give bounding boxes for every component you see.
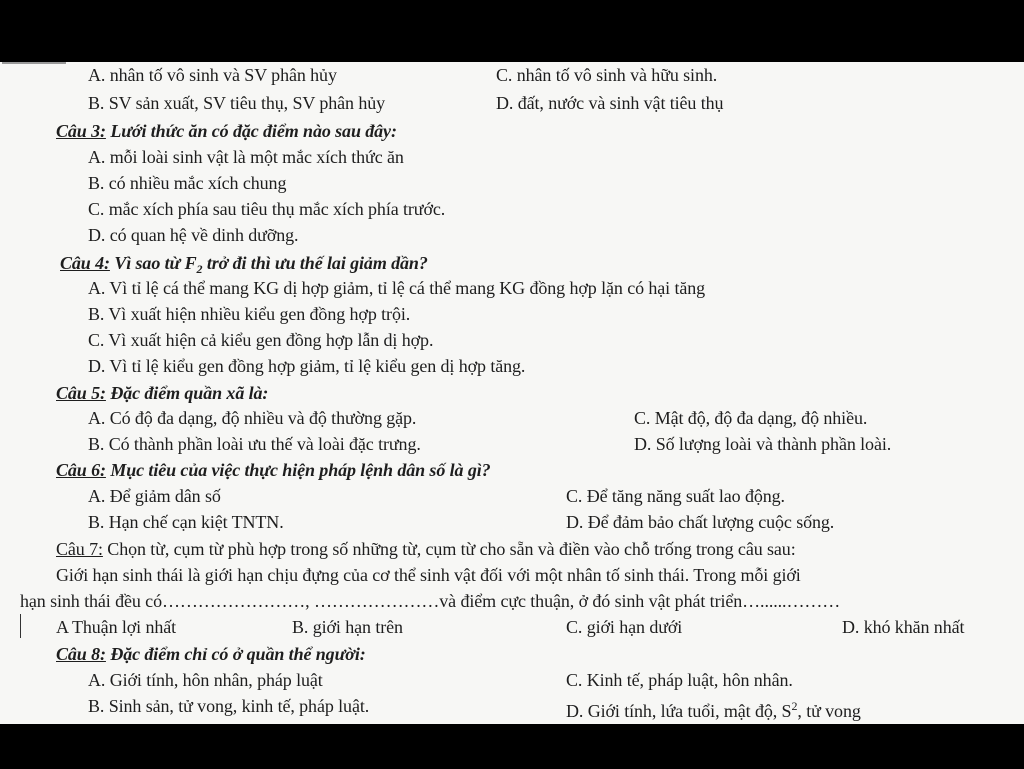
q2-option-a: A. nhân tố vô sinh và SV phân hủy [88, 65, 337, 85]
q7-statement-line-1: Giới hạn sinh thái là giới hạn chịu đựng của cơ thể sinh vật đối với một nhân tố sinh thái. Trong mỗi giới [56, 565, 801, 585]
q6-heading [56, 459, 491, 481]
q7-option-a: A Thuận lợi nhất [56, 617, 177, 637]
q6-question: Mục tiêu của việc thực hiện pháp lệnh dân số là gì? [105, 460, 491, 480]
q8-label: Câu 8: [56, 644, 106, 664]
q6-option-a: A. Để giảm dân số [88, 486, 221, 506]
q3-option-c: C. mắc xích phía sau tiêu thụ mắc xích phía trước. [88, 199, 446, 219]
q3-option-d: D. có quan hệ về dinh dưỡng. [88, 225, 299, 245]
q6-option-b: B. Hạn chế cạn kiệt TNTN. [88, 512, 284, 532]
q4-option-a: A. Vì tỉ lệ cá thể mang KG dị hợp giảm, tỉ lệ cá thể mang KG đồng hợp lặn có hại tăng [88, 278, 706, 298]
q2-option-d: D. đất, nước và sinh vật tiêu thụ [496, 93, 724, 113]
q8-question: Đặc điểm chỉ có ở quần thể người: [105, 644, 366, 664]
q8-option-c: C. Kinh tế, pháp luật, hôn nhân. [566, 670, 793, 690]
q5-question: Đặc điểm quần xã là: [105, 383, 269, 403]
q2-option-b: B. SV sản xuất, SV tiêu thụ, SV phân hủy [88, 93, 386, 113]
q7-option-d: D. khó khăn nhất [842, 617, 965, 637]
q8-option-d [566, 695, 861, 722]
q5-option-b: B. Có thành phần loài ưu thế và loài đặc trưng. [88, 434, 421, 454]
q7-option-b: B. giới hạn trên [292, 617, 403, 637]
q4-subscript: 2 [196, 262, 203, 276]
q5-option-a: A. Có độ đa dạng, độ nhiều và độ thường gặp. [88, 408, 417, 428]
q7-question: Chọn từ, cụm từ phù hợp trong số những từ, cụm từ cho sẵn và điền vào chỗ trống trong câu sau: [102, 539, 796, 559]
q6-label: Câu 6: [56, 460, 106, 480]
q3-option-b: B. có nhiều mắc xích chung [88, 173, 287, 193]
q8-option-a: A. Giới tính, hôn nhân, pháp luật [88, 670, 323, 690]
q4-option-b: B. Vì xuất hiện nhiều kiểu gen đồng hợp trội. [88, 304, 411, 324]
q3-label: Câu 3: [56, 121, 106, 141]
q3-heading [56, 120, 397, 142]
q5-option-c: C. Mật độ, độ đa dạng, độ nhiều. [634, 408, 868, 428]
q5-heading [56, 382, 268, 404]
q8-option-d-tail: , tử vong [797, 701, 861, 721]
q4-heading [60, 252, 428, 280]
margin-rule [20, 614, 21, 638]
q7-statement-line-2: hạn sinh thái đều có……………………, …………………và điểm cực thuận, ở đó sinh vật phát triển…......……… [20, 591, 841, 611]
page-corner-mark [2, 62, 66, 64]
q4-label: Câu 4: [60, 253, 110, 273]
q3-option-a: A. mỗi loài sinh vật là một mắc xích thức ăn [88, 147, 404, 167]
q7-label: Câu 7: [56, 539, 103, 559]
q8-option-d-text: D. Giới tính, lứa tuổi, mật độ, S [566, 701, 792, 721]
q8-option-d-superscript: 2 [791, 699, 798, 713]
q2-option-c: C. nhân tố vô sinh và hữu sinh. [496, 65, 718, 85]
q4-question-post: trở đi thì ưu thế lai giảm dần? [202, 253, 428, 273]
document-page [0, 62, 1024, 724]
q8-heading [56, 643, 366, 665]
q4-question-pre: Vì sao từ F [109, 253, 197, 273]
q5-option-d: D. Số lượng loài và thành phần loài. [634, 434, 892, 454]
q7-heading [56, 538, 796, 560]
bottom-black-bar [0, 724, 1024, 769]
top-black-bar [0, 0, 1024, 62]
q4-option-c: C. Vì xuất hiện cả kiểu gen đồng hợp lẫn dị hợp. [88, 330, 434, 350]
q6-option-d: D. Để đảm bảo chất lượng cuộc sống. [566, 512, 835, 532]
q6-option-c: C. Để tăng năng suất lao động. [566, 486, 785, 506]
q4-option-d: D. Vì tỉ lệ kiểu gen đồng hợp giảm, tỉ lệ kiểu gen dị hợp tăng. [88, 356, 526, 376]
q7-option-c: C. giới hạn dưới [566, 617, 683, 637]
q3-question: Lưới thức ăn có đặc điểm nào sau đây: [105, 121, 397, 141]
q8-option-b: B. Sinh sản, tử vong, kinh tế, pháp luật. [88, 696, 370, 716]
q5-label: Câu 5: [56, 383, 106, 403]
